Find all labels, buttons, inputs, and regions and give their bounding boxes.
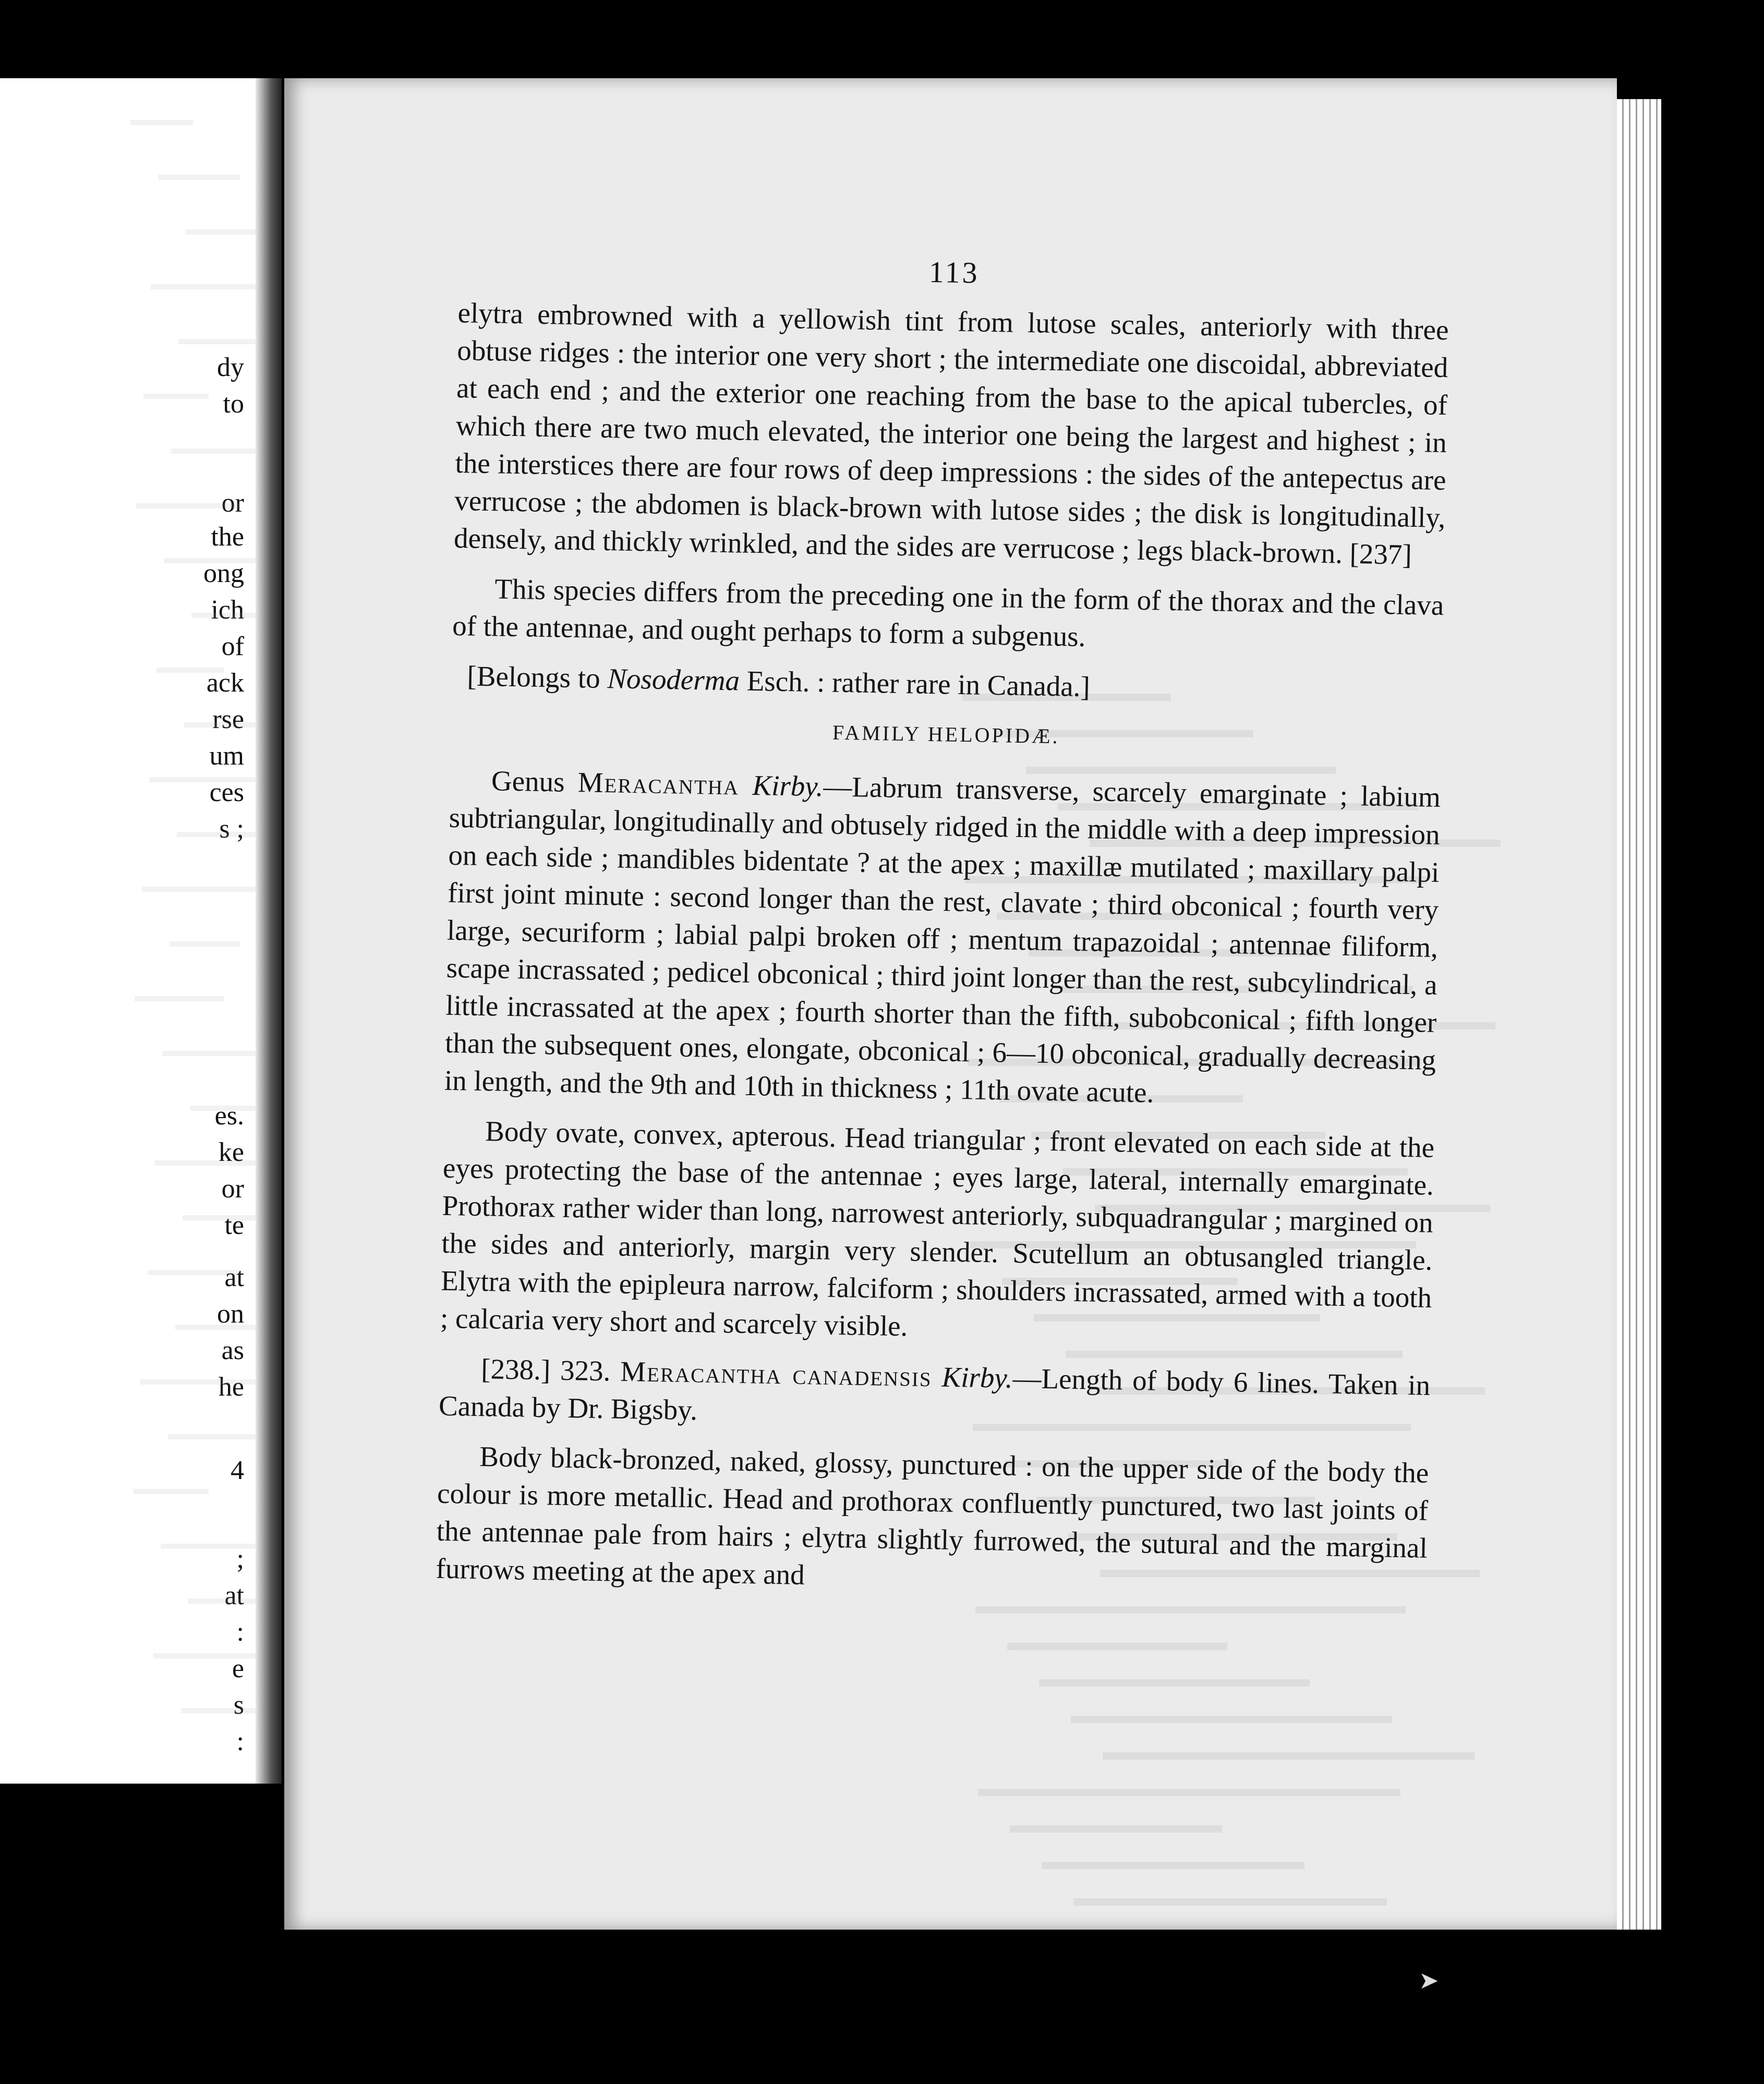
left-page-fragment: or (221, 488, 244, 518)
left-page-ghost-line (156, 668, 224, 673)
page-edges (1617, 99, 1661, 1930)
species-name: Meracantha canadensis (620, 1355, 933, 1393)
left-page-ghost-line (164, 558, 256, 563)
genus-author: Kirby. (752, 769, 824, 803)
book-gutter (256, 78, 282, 1784)
paragraph-elytra-text: elytra embrowned with a yellowish tint from lutose scales, anteriorly with three obtuse ridges : the interior one very short ; the intermediate one discoidal, abbreviated at each end ; and the exterior one reaching from the base to the apical tubercles, of which there are two much elevated, the interior one being the largest and highest ; in the interstices there are four rows of deep impressions : the sides of the antepectus are verrucose ; the abdomen is black-brown with lutose sides ; the disk is longitudinally, densely, and thickly wrinkled, and the sides are verrucose ; legs black-brown. (453, 296, 1449, 570)
left-page-ghost-line (136, 503, 240, 508)
left-page-ghost-line (153, 1653, 256, 1658)
text-block (436, 245, 1450, 1617)
left-page-fragment: ces (209, 778, 244, 807)
left-page-fragment: s (233, 1690, 244, 1720)
left-page-ghost-line (168, 1434, 256, 1439)
left-page-edge (0, 78, 256, 1784)
left-page-ghost-line (191, 613, 256, 618)
left-page-fragment: ; (236, 1544, 244, 1574)
left-page-ghost-line (149, 777, 256, 782)
left-page-ghost-line (151, 284, 256, 289)
left-page-ghost-line (171, 449, 256, 454)
species-number: 323. (560, 1354, 611, 1387)
left-page-fragment: rse (212, 705, 244, 734)
left-page-ghost-line (161, 1544, 256, 1549)
left-page-fragment: dy (217, 353, 244, 382)
family-heading: FAMILY HELOPIDÆ. (832, 720, 1060, 748)
left-page-fragment: e (232, 1654, 244, 1683)
genus-lead: Genus (491, 765, 578, 798)
left-page-fragment: : (236, 1617, 244, 1647)
left-page-fragment: 4 (231, 1456, 244, 1485)
paragraph-elytra (454, 294, 1449, 574)
page-reference-238: [238.] (480, 1353, 551, 1386)
genus-nosoderma: Nosoderma (607, 662, 740, 697)
paragraph-species-canadensis (439, 1350, 1431, 1442)
left-page-ghost-line (148, 1270, 240, 1275)
paragraph-species-note: This species differs from the preceding one in the form of the thorax and the clava of the antennae, and ought perhaps to form a subgenus. (452, 573, 1444, 653)
paragraph-body-black-bronzed: Body black-bronzed, naked, glossy, punctured : on the upper side of the body the colour is more metallic. Head and prothorax confluently punctured, two last joints of the antennae pale from hairs ; elytra slightly furrowed, the sutural and the marginal furrows meeting at the apex and (436, 1440, 1429, 1591)
left-page-fragment: of (221, 632, 244, 661)
species-author: Kirby. (941, 1361, 1013, 1394)
species-description: —Length of body 6 lines. Taken in Canada by Dr. Bigsby. (438, 1362, 1431, 1426)
paragraph-belongs-to (451, 657, 1443, 712)
left-page-fragment: ong (203, 559, 244, 588)
left-page-fragment: at (224, 1263, 244, 1292)
left-page-ghost-line (135, 996, 224, 1001)
left-page-ghost-line (190, 1106, 256, 1111)
left-page-ghost-line (155, 1160, 256, 1166)
left-page-fragment: es. (214, 1101, 244, 1131)
belongs-to-rest: Esch. : rather rare in Canada.] (739, 664, 1091, 703)
left-page-fragment: s ; (219, 814, 244, 844)
left-page-ghost-line (130, 120, 193, 125)
left-page-ghost-line (170, 941, 240, 947)
genus-name: Meracantha (577, 766, 740, 801)
left-page-ghost-line (142, 887, 256, 892)
left-page-fragment: as (221, 1336, 244, 1365)
left-page-ghost-line (175, 1325, 256, 1330)
left-page-ghost-line (184, 722, 256, 728)
left-page-ghost-line (140, 1379, 256, 1385)
left-page-fragment: ke (218, 1137, 244, 1167)
left-page-fragment: : (236, 1727, 244, 1756)
paragraph-body-description: Body ovate, convex, apterous. Head triangular ; front elevated on each side at the eyes protecting the base of the antennae ; eyes large, lateral, internally emarginate. Prothorax rather wider than long, narrowest anteriorly, subquadrangular ; margined on the sides and anteriorly, margin very slender. Scutellum an obtusangled triangle. Elytra with the epipleura narrow, falciform ; shoulders incrassated, armed with a tooth ; calcaria very short and scarcely visible. (440, 1115, 1435, 1342)
paragraph-genus-meracantha (444, 761, 1441, 1117)
left-page-ghost-line (177, 832, 256, 837)
left-page-ghost-line (133, 1489, 209, 1494)
left-page-fragment: on (217, 1299, 244, 1329)
left-page-fragment: or (221, 1174, 244, 1204)
left-page-ghost-line (181, 1708, 256, 1713)
cursor-icon: ➤ (1419, 1967, 1439, 1994)
left-page-fragment: to (223, 389, 244, 419)
left-page-ghost-line (158, 175, 240, 180)
left-page-ghost-line (186, 229, 256, 235)
page-content (284, 78, 1617, 1930)
left-page-ghost-line (162, 1051, 256, 1056)
page-reference-237: [237] (1349, 537, 1412, 571)
left-page-ghost-line (188, 1598, 256, 1604)
left-page-ghost-line (143, 394, 209, 399)
left-page-fragment: um (209, 741, 244, 771)
left-page-ghost-line (178, 339, 256, 344)
left-page-fragment: ich (211, 595, 244, 625)
left-page-fragment: at (224, 1581, 244, 1610)
page-number: 113 (928, 255, 980, 290)
left-page-fragment: the (211, 522, 244, 552)
left-page-fragment: he (218, 1372, 244, 1402)
left-page-ghost-line (183, 1215, 256, 1220)
belongs-to-open: [Belongs to (467, 660, 608, 695)
left-page-fragment: ack (206, 668, 244, 698)
genus-description: —Labrum transverse, scarcely emarginate ; labium subtriangular, longitudinally and obtusely ridged in the middle with a deep impression on each side ; mandibles bidentate ? at the apex ; maxillæ mutilated ; maxillary palpi first joint minute : second longer than the rest, clavate ; third obconical ; fourth very large, securiform ; labial palpi broken off ; mentum trapazoidal ; antennae filiform, scape incrassated ; pedicel obconical ; third joint longer than the rest, subcylindrical, a little incrassated at the apex ; fourth shorter than the fifth, subobconical ; fifth longer than the subsequent ones, elongate, obconical ; 6—10 obconical, gradually decreasing in length, and the 9th and 10th in thickness ; 11th ovate acute. (444, 770, 1441, 1109)
left-page-fragment: te (224, 1210, 244, 1240)
